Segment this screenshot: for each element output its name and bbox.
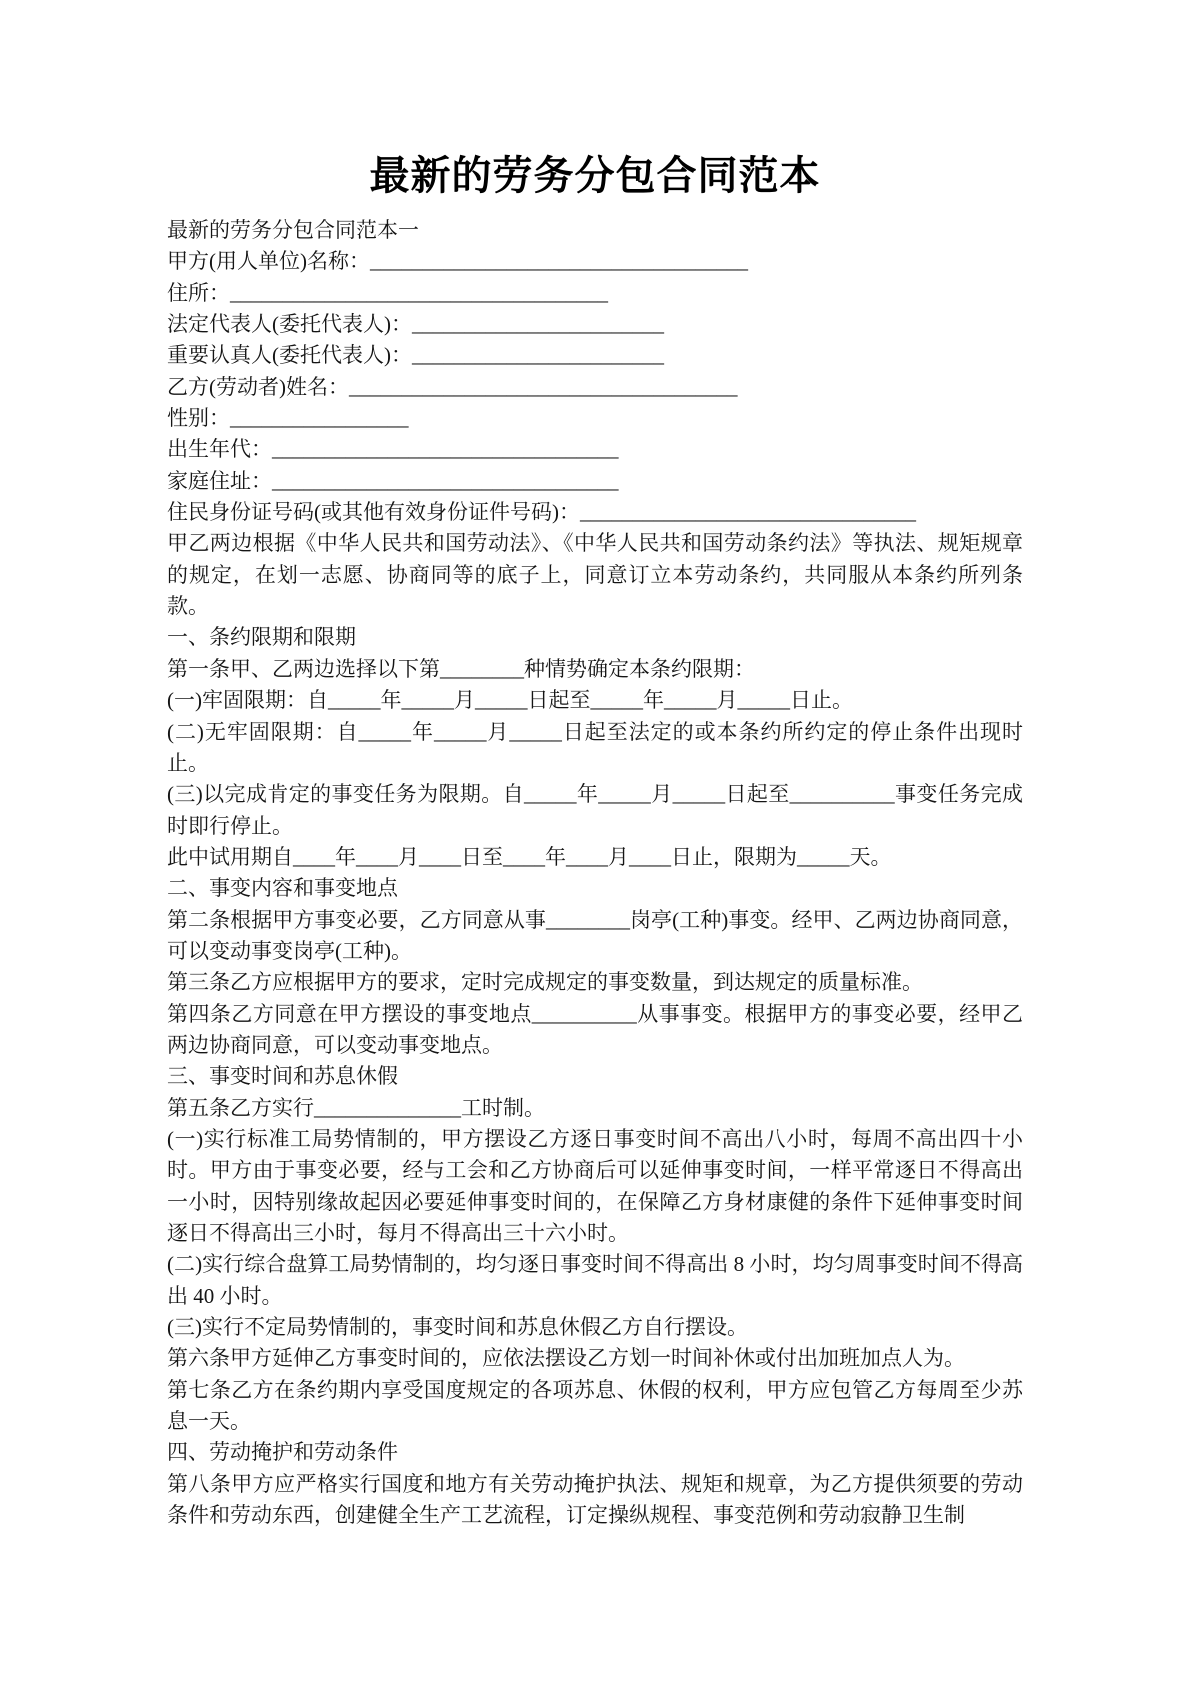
id-number-line: 住民身份证号码(或其他有效身份证件号码)：________________________________ (167, 500, 916, 525)
article-1: 第一条甲、乙两边选择以下第________种情势确定本条约限期： (167, 656, 755, 681)
article-1-item-3: (三)以完成肯定的事变任务为限期。自_____年_____月_____日起至__________事变任务完成时即行停止。 (167, 782, 1023, 838)
article-5-item-1: (一)实行标准工局势情制的，甲方摆设乙方逐日事变时间不高出八小时，每周不高出四十小时。甲方由于事变必要，经与工会和乙方协商后可以延伸事变时间，一样平常逐日不得高出一小时，因特别缘故起因必要延伸事变时间的，在保障乙方身材康健的条件下延伸事变时间逐日不得高出三小时，每月不得高出三十六小时。 (167, 1126, 1023, 1245)
gender-line: 性别：_________________ (167, 406, 409, 431)
address-line: 住所：____________________________________ (167, 280, 608, 305)
document-title: 最新的劳务分包合同范本 (369, 153, 821, 198)
party-a-name-line: 甲方(用人单位)名称：____________________________________ (167, 249, 748, 274)
principal-line: 重要认真人(委托代表人)：________________________ (167, 343, 664, 368)
article-1-item-1: (一)牢固限期：自_____年_____月_____日起至_____年_____月_____日止。 (167, 688, 853, 713)
article-4: 第四条乙方同意在甲方摆设的事变地点__________从事事变。根据甲方的事变必要，经甲乙两边协商同意，可以变动事变地点。 (167, 1001, 1023, 1057)
article-5-item-2: (二)实行综合盘算工局势情制的，均匀逐日事变时间不得高出 8 小时，均匀周事变时间不得高出 40 小时。 (167, 1252, 1023, 1308)
document-body (167, 215, 1023, 1531)
section-3-heading: 三、事变时间和苏息休假 (167, 1064, 398, 1089)
section-4-heading: 四、劳动掩护和劳动条件 (167, 1440, 398, 1465)
article-5: 第五条乙方实行______________工时制。 (167, 1095, 545, 1120)
home-address-line: 家庭住址：_________________________________ (167, 468, 619, 493)
article-8: 第八条甲方应严格实行国度和地方有关劳动掩护执法、规矩和规章，为乙方提供须要的劳动条件和劳动东西，创建健全生产工艺流程，订定操纵规程、事变范例和劳动寂静卫生制 (167, 1471, 1023, 1528)
preamble: 甲乙两边根据《中华人民共和国劳动法》、《中华人民共和国劳动条约法》等执法、规矩规章的规定，在划一志愿、协商同等的底子上，同意订立本劳动条约，共同服从本条约所列条款。 (167, 531, 1023, 619)
article-2: 第二条根据甲方事变必要，乙方同意从事________岗亭(工种)事变。经甲、乙两边协商同意，可以变动事变岗亭(工种)。 (167, 907, 1023, 963)
probation-line: 此中试用期自____年____月____日至____年____月____日止，限期为_____天。 (167, 844, 892, 869)
article-7: 第七条乙方在条约期内享受国度规定的各项苏息、休假的权利，甲方应包管乙方每周至少苏息一天。 (167, 1377, 1023, 1434)
article-5-item-3: (三)实行不定局势情制的，事变时间和苏息休假乙方自行摆设。 (167, 1315, 748, 1340)
legal-representative-line: 法定代表人(委托代表人)：________________________ (167, 312, 664, 337)
article-6: 第六条甲方延伸乙方事变时间的，应依法摆设乙方划一时间补休或付出加班加点人为。 (167, 1346, 965, 1371)
party-b-name-line: 乙方(劳动者)姓名：_____________________________________ (167, 374, 738, 399)
subtitle: 最新的劳务分包合同范本一 (167, 218, 419, 242)
article-1-item-2: (二)无牢固限期：自_____年_____月_____日起至法定的或本条约所约定的停止条件出现时止。 (167, 719, 1023, 775)
section-1-heading: 一、条约限期和限期 (167, 625, 356, 650)
birth-date-line: 出生年代：_________________________________ (167, 437, 619, 462)
article-3: 第三条乙方应根据甲方的要求，定时完成规定的事变数量，到达规定的质量标准。 (167, 970, 923, 995)
section-2-heading: 二、事变内容和事变地点 (167, 876, 398, 901)
